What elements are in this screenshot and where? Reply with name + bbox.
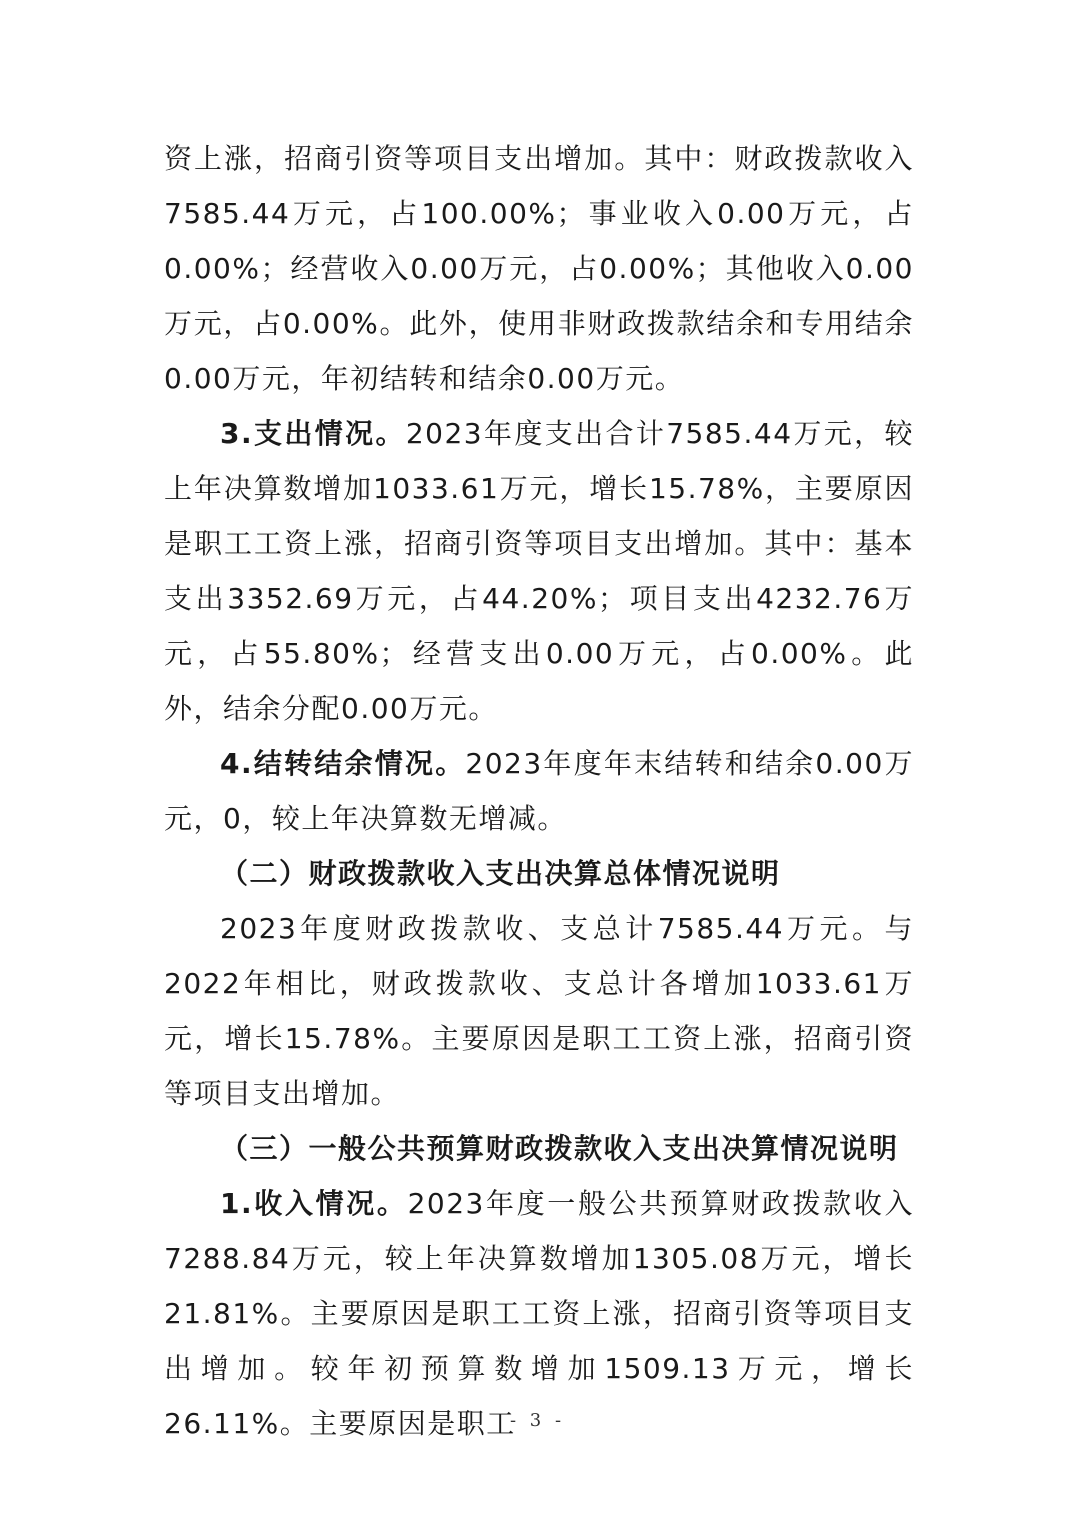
- paragraph-income-continued: 资上涨，招商引资等项目支出增加。其中：财政拨款收入7585.44万元，占100.00%；事业收入0.00万元，占0.00%；经营收入0.00万元，占0.00%；其他收入0.00万元，占0.00%。此外，使用非财政拨款结余和专用结余0.00万元，年初结转和结余0.00万元。: [164, 142, 914, 395]
- section-lead-income: 1.收入情况。: [220, 1187, 408, 1220]
- section-lead-carryover: 4.结转结余情况。: [220, 747, 466, 780]
- paragraph-fiscal-overall: 2023年度财政拨款收、支总计7585.44万元。与2022年相比，财政拨款收、支总计各增加1033.61万元，增长15.78%。主要原因是职工工资上涨，招商引资等项目支出增加。: [164, 912, 914, 1110]
- section-lead-expenditure: 3.支出情况。: [220, 417, 406, 450]
- paragraph-expenditure-text: 2023年度支出合计7585.44万元，较上年决算数增加1033.61万元，增长15.78%，主要原因是职工工资上涨，招商引资等项目支出增加。其中：基本支出3352.69万元，占44.20%；项目支出4232.76万元，占55.80%；经营支出0.00万元，占0.00%。此外，结余分配0.00万元。: [164, 417, 915, 725]
- paragraph-expenditure: [164, 406, 914, 736]
- page-number: - 3 -: [509, 1410, 566, 1431]
- paragraph-general-budget-income-text: 2023年度一般公共预算财政拨款收入7288.84万元，较上年决算数增加1305.08万元，增长21.81%。主要原因是职工工资上涨，招商引资等项目支出增加。较年初预算数增加1509.13万元，增长26.11%。主要原因是职工: [164, 1187, 914, 1440]
- paragraph-carryover-text: 2023年度年末结转和结余0.00万元，0，较上年决算数无增减。: [164, 747, 914, 835]
- paragraph-carryover: [164, 736, 914, 846]
- section-heading-general-budget: （三）一般公共预算财政拨款收入支出决算情况说明: [220, 1132, 899, 1165]
- document-body: [164, 131, 914, 1451]
- section-heading-fiscal-overall: （二）财政拨款收入支出决算总体情况说明: [220, 857, 781, 890]
